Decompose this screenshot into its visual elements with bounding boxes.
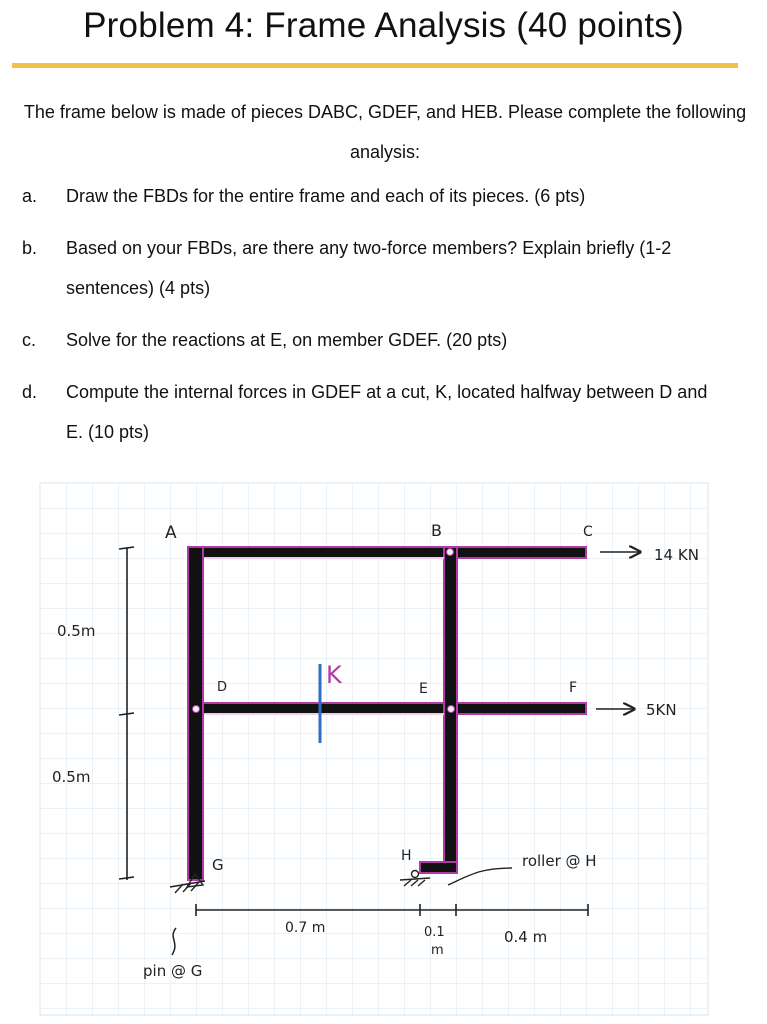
load-mid-value: 5KN — [646, 701, 677, 719]
dim-span-small: 0.1 — [424, 925, 445, 940]
item-text: Solve for the reactions at E, on member GDEF. (20 pts) — [66, 330, 508, 350]
item-letter: b. — [22, 238, 38, 258]
label-c: C — [583, 524, 593, 540]
member-column-ag — [188, 547, 203, 880]
label-e: E — [419, 681, 428, 697]
dim-upper-height: 0.5m — [57, 622, 96, 640]
item-text: Draw the FBDs for the entire frame and each of its pieces. (6 pts) — [66, 186, 586, 206]
dim-span-main: 0.7 m — [285, 920, 326, 936]
label-b: B — [431, 521, 442, 540]
graph-paper — [40, 483, 708, 1015]
label-f: F — [569, 680, 578, 696]
load-top-value: 14 KN — [654, 546, 699, 564]
dim-span-small-unit: m — [431, 943, 444, 958]
item-text: Compute the internal forces in GDEF at a cut, K, located halfway between D and E. (10 pts) — [66, 382, 708, 442]
pin-e — [448, 706, 455, 713]
problem-intro: The frame below is made of pieces DABC, GDEF, and HEB. Please complete the following analysis: — [23, 102, 747, 162]
label-k: K — [326, 661, 342, 689]
item-letter: a. — [22, 186, 38, 206]
member-foot-h — [420, 862, 457, 873]
member-abc — [188, 547, 586, 558]
item-letter: d. — [22, 382, 38, 402]
label-g: G — [212, 856, 224, 874]
item-text: Based on your FBDs, are there any two-force members? Explain briefly (1-2 sentences) (4 pts) — [66, 238, 672, 298]
label-d: D — [217, 680, 228, 695]
item-letter: c. — [22, 330, 37, 350]
title-rule — [12, 63, 738, 68]
note-pin: pin @ G — [143, 962, 203, 980]
page-title: Problem 4: Frame Analysis (40 points) — [83, 6, 684, 45]
note-roller: roller @ H — [522, 852, 597, 870]
label-a: A — [165, 523, 177, 543]
pin-b — [447, 549, 454, 556]
label-h: H — [401, 848, 412, 864]
member-def — [188, 703, 586, 714]
dim-span-right: 0.4 m — [504, 928, 548, 946]
dim-lower-height: 0.5m — [52, 768, 91, 786]
frame-diagram — [0, 470, 767, 1024]
pin-d — [193, 706, 200, 713]
